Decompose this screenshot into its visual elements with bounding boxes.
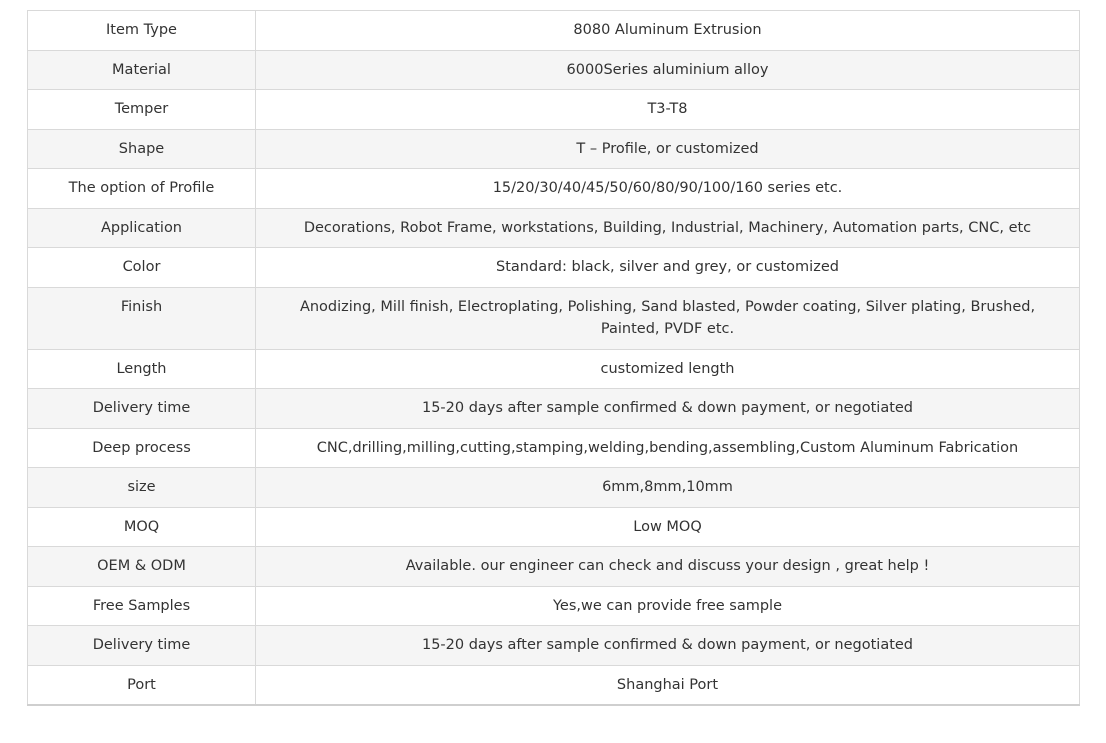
row-value: 6000Series aluminium alloy: [256, 50, 1080, 90]
row-label: Delivery time: [28, 626, 256, 666]
row-label: Shape: [28, 129, 256, 169]
row-value: Anodizing, Mill finish, Electroplating, Polishing, Sand blasted, Powder coating, Silver plating, Brushed, Painted, PVDF etc.: [256, 287, 1080, 349]
row-value: CNC,drilling,milling,cutting,stamping,welding,bending,assembling,Custom Aluminum Fabrication: [256, 428, 1080, 468]
table-row: [28, 428, 1080, 468]
row-label: Color: [28, 248, 256, 288]
table-row: [28, 349, 1080, 389]
row-label: Finish: [28, 287, 256, 349]
table-row: [28, 50, 1080, 90]
row-value: Decorations, Robot Frame, workstations, Building, Industrial, Machinery, Automation parts, CNC, etc: [256, 208, 1080, 248]
table-row: [28, 665, 1080, 705]
row-value: T3-T8: [256, 90, 1080, 130]
table-row: [28, 169, 1080, 209]
row-value: 15/20/30/40/45/50/60/80/90/100/160 series etc.: [256, 169, 1080, 209]
table-row: [28, 287, 1080, 349]
row-label: size: [28, 468, 256, 508]
row-value: T – Profile, or customized: [256, 129, 1080, 169]
row-value: 15-20 days after sample confirmed & down payment, or negotiated: [256, 389, 1080, 429]
row-value: Yes,we can provide free sample: [256, 586, 1080, 626]
table-row: [28, 129, 1080, 169]
row-label: MOQ: [28, 507, 256, 547]
table-row: [28, 547, 1080, 587]
row-label: Material: [28, 50, 256, 90]
table-row: [28, 389, 1080, 429]
row-value: customized length: [256, 349, 1080, 389]
row-label: Application: [28, 208, 256, 248]
row-value: Available. our engineer can check and discuss your design , great help !: [256, 547, 1080, 587]
row-label: Delivery time: [28, 389, 256, 429]
row-value: Shanghai Port: [256, 665, 1080, 705]
product-spec-table: [27, 10, 1080, 706]
row-value: Standard: black, silver and grey, or customized: [256, 248, 1080, 288]
table-row: [28, 468, 1080, 508]
row-value: Low MOQ: [256, 507, 1080, 547]
row-label: Item Type: [28, 11, 256, 51]
table-row: [28, 248, 1080, 288]
row-label: Length: [28, 349, 256, 389]
row-label: Free Samples: [28, 586, 256, 626]
row-label: The option of Profile: [28, 169, 256, 209]
row-label: Deep process: [28, 428, 256, 468]
table-row: [28, 90, 1080, 130]
table-row: [28, 208, 1080, 248]
row-value: 15-20 days after sample confirmed & down payment, or negotiated: [256, 626, 1080, 666]
table-row: [28, 11, 1080, 51]
table-row: [28, 626, 1080, 666]
row-label: OEM & ODM: [28, 547, 256, 587]
table-row: [28, 507, 1080, 547]
row-label: Temper: [28, 90, 256, 130]
row-label: Port: [28, 665, 256, 705]
row-value: 8080 Aluminum Extrusion: [256, 11, 1080, 51]
row-value: 6mm,8mm,10mm: [256, 468, 1080, 508]
table-row: [28, 586, 1080, 626]
